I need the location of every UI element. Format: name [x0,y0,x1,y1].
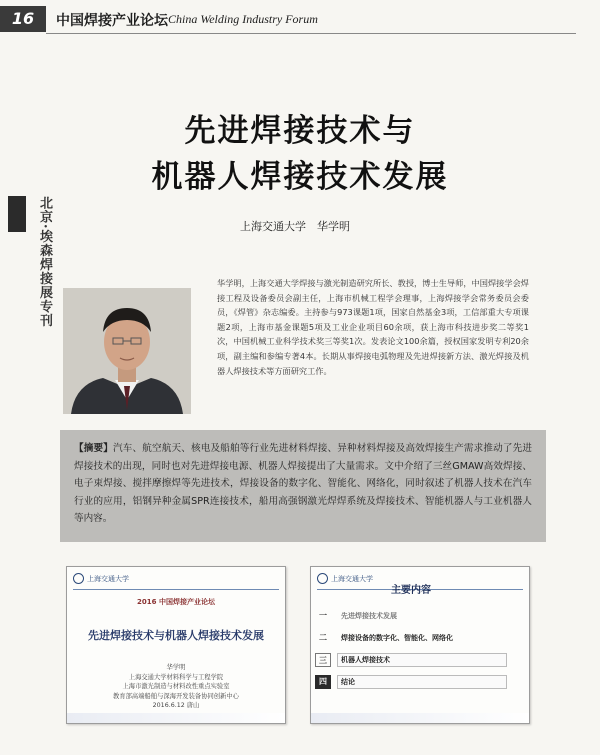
contents-item [319,631,453,645]
contents-item [319,675,355,689]
abstract-box [60,430,546,542]
item-label: 先进焊接技术发展 [341,612,397,620]
side-label: 北京·埃森焊接展专刊 [37,196,52,328]
article-title-line2: 机器人焊接技术发展 [151,159,449,195]
slide-forum-name: 2016 中国焊接产业论坛 [137,598,215,606]
item-number: 二 [319,633,327,642]
page-number: 16 [0,6,46,32]
seal-icon [317,573,328,584]
sjtu-logo [73,573,129,584]
item-label: 机器人焊接技术 [341,656,390,664]
article-title [0,108,600,200]
info-line: 2016.6.12 唐山 [152,702,200,710]
header-rule [46,33,576,34]
logo-text: 上海交通大学 [87,574,129,583]
item-number: 三 [315,653,331,667]
slide-bottom-band [67,713,285,723]
contents-item [319,653,390,667]
abstract-label: 【摘要】 [74,443,113,454]
side-tab-marker [8,196,26,232]
info-line: 上海市激光制造与材料改性重点实验室 [122,683,230,691]
slide-title-page [66,566,286,724]
item-label: 结论 [341,678,355,686]
item-highlight [337,675,507,689]
author-bio: 华学明，上海交通大学焊接与激光制造研究所长、教授，博士生导师，中国焊接学会焊接工程及设备委员会副主任，上海市机械工程学会理事，上海焊接学会常务委员会委员，《焊管》杂志编委。主持参与973课题1项，国家自然基金3项，工信部重大专项课题2项，上海市基金课题5项及工业企业项目60余项，获上海市科技进步奖二等奖1次，中国机械工业科学技术奖三等奖1次。发表论文100余篇，授权国家发明专利20余项，副主编和参编专著4本。长期从事焊接电弧物理及先进焊接新方法、激光焊接及机器人焊接技术等方面研究工作。 [217,278,529,376]
forum-title-cn: 中国焊接产业论坛 [56,13,168,29]
abstract-text: 汽车、航空航天、核电及船舶等行业先进材料焊接、异种材料焊接及高效焊接生产需求推动了先进焊接技术的出现，同时也对先进焊接电源、机器人焊接提出了大量需求。文中介绍了三丝GMAW高效焊接、电子束焊接、搅拌摩擦焊等先进技术，焊接设备的数字化、智能化、网络化，同时叙述了机器人技术在汽车行业的应用，铝钢异种金属SPR连接技术，船用高强钢激光焊焊系统及焊接技术、智能机器人与工业机器人等内容。 [74,443,533,525]
logo-text: 上海交通大学 [331,574,373,583]
article-title-line1: 先进焊接技术与 [184,113,416,149]
item-label: 焊接设备的数字化、智能化、网络化 [341,634,453,642]
item-number: 一 [319,611,327,620]
info-line: 上海交通大学材料科学与工程学院 [128,673,224,681]
page-header [0,6,600,36]
slide-info [67,663,285,711]
contents-item [319,609,397,623]
sjtu-logo [317,573,373,584]
info-line: 教育部高端船舶与深海开发装备协同创新中心 [113,692,239,700]
seal-icon [73,573,84,584]
contents-title: 主要内容 [391,585,431,596]
slide-contents [310,566,530,724]
info-line: 华学明 [166,664,186,671]
author-portrait [63,288,191,414]
slide-bottom-band [311,713,529,723]
item-number: 四 [315,675,331,689]
slide-title: 先进焊接技术与机器人焊接技术发展 [88,629,264,642]
forum-title-en: China Welding Industry Forum [168,12,318,26]
author-line: 上海交通大学 华学明 [240,220,350,233]
slide-top-rule [73,589,279,590]
portrait-image [63,288,191,414]
